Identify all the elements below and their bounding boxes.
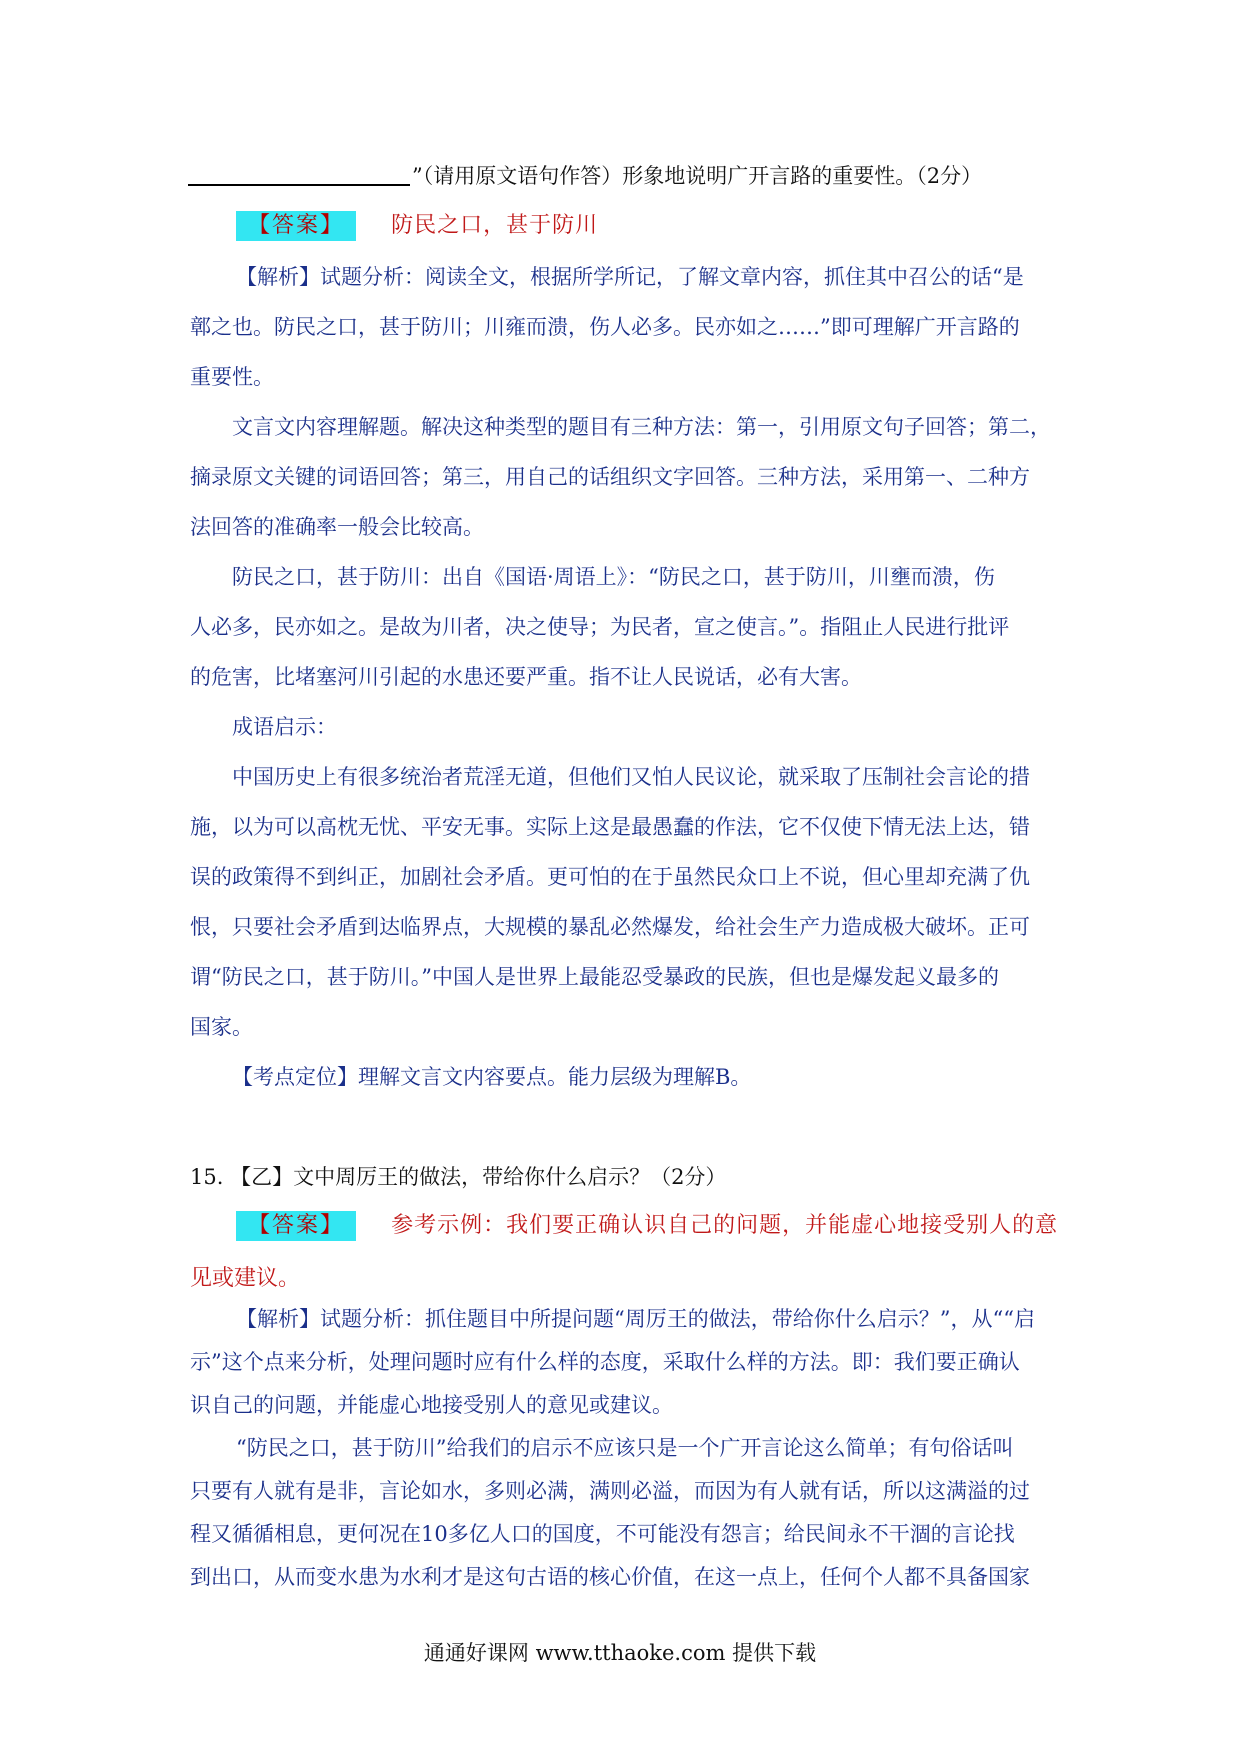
q15-extra-line: 只要有人就有是非，言论如水，多则必满，满则必溢，而因为有人就有话，所以这满溢的过 bbox=[190, 1479, 1030, 1503]
answer-blank-underline bbox=[188, 184, 410, 186]
idiom-heading: 成语启示： bbox=[232, 715, 337, 739]
q15-answer-text: 参考示例：我们要正确认识自己的问题，并能虚心地接受别人的意 bbox=[391, 1213, 1059, 1238]
idiom-line: 误的政策得不到纠正，加剧社会矛盾。更可怕的在于虽然民众口上不说，但心里却充满了仇 bbox=[190, 865, 1030, 889]
q15-extra-line: 到出口，从而变水患为水利才是这句古语的核心价值，在这一点上，任何个人都不具备国家 bbox=[190, 1565, 1030, 1589]
q15-analysis-line: 识自己的问题，并能虚心地接受别人的意见或建议。 bbox=[190, 1393, 673, 1417]
q14-answer-row bbox=[236, 208, 598, 241]
q14-answer-text: 防民之口，甚于防川 bbox=[391, 213, 599, 238]
q14-instruction: ”（请用原文语句作答）形象地说明广开言路的重要性。（2分） bbox=[412, 164, 983, 188]
q15-extra-line: 程又循循相息，更何况在10多亿人口的国度，不可能没有怨言；给民间永不干涸的言论找 bbox=[190, 1522, 1015, 1546]
answer-tag: 【答案】 bbox=[236, 1211, 356, 1241]
idiom-line: 国家。 bbox=[190, 1015, 253, 1039]
q15-answer-row bbox=[236, 1208, 1058, 1241]
idiom-line: 施，以为可以高枕无忧、平安无事。实际上这是最愚蠢的作法，它不仅使下情无法上达，错 bbox=[190, 815, 1030, 839]
q14-analysis-line: 【解析】试题分析：阅读全文，根据所学所记，了解文章内容，抓住其中召公的话“是 bbox=[236, 265, 1024, 289]
q14-analysis-line: 鄣之也。防民之口，甚于防川；川雍而溃，伤人必多。民亦如之……”即可理解广开言路的 bbox=[190, 315, 1020, 339]
answer-tag: 【答案】 bbox=[236, 211, 356, 241]
q15-answer-text-cont: 见或建议。 bbox=[190, 1266, 301, 1291]
q15-extra-line: “防民之口，甚于防川”给我们的启示不应该只是一个广开言论这么简单；有句俗话叫 bbox=[236, 1436, 1014, 1460]
page-footer: 通通好课网 www.tthaoke.com 提供下载 bbox=[423, 1641, 817, 1665]
q15-question: 15. 【乙】文中周厉王的做法，带给你什么启示？（2分） bbox=[190, 1165, 727, 1189]
idiom-line: 中国历史上有很多统治者荒淫无道，但他们又怕人民议论，就采取了压制社会言论的措 bbox=[232, 765, 1030, 789]
q14-source-line: 人必多，民亦如之。是故为川者，决之使导；为民者，宣之使言。”。指阻止人民进行批评 bbox=[190, 615, 1010, 639]
kaodian-line: 【考点定位】理解文言文内容要点。能力层级为理解B。 bbox=[232, 1065, 752, 1089]
q14-method-line: 摘录原文关键的词语回答；第三，用自己的话组织文字回答。三种方法，采用第一、二种方 bbox=[190, 465, 1030, 489]
idiom-line: 谓“防民之口，甚于防川。”中国人是世界上最能忍受暴政的民族，但也是爆发起义最多的 bbox=[190, 965, 999, 989]
q14-source-line: 的危害，比堵塞河川引起的水患还要严重。指不让人民说话，必有大害。 bbox=[190, 665, 862, 689]
q14-source-line: 防民之口，甚于防川：出自《国语·周语上》：“防民之口，甚于防川，川壅而溃，伤 bbox=[232, 565, 995, 589]
q14-method-line: 文言文内容理解题。解决这种类型的题目有三种方法：第一，引用原文句子回答；第二， bbox=[232, 415, 1051, 439]
q15-analysis-line: 示”这个点来分析，处理问题时应有什么样的态度，采取什么样的方法。即：我们要正确认 bbox=[190, 1350, 1020, 1374]
q14-method-line: 法回答的准确率一般会比较高。 bbox=[190, 515, 484, 539]
q14-analysis-line: 重要性。 bbox=[190, 365, 274, 389]
q15-analysis-line: 【解析】试题分析：抓住题目中所提问题“周厉王的做法，带给你什么启示？”，从““启 bbox=[236, 1307, 1035, 1331]
idiom-line: 恨，只要社会矛盾到达临界点，大规模的暴乱必然爆发，给社会生产力造成极大破坏。正可 bbox=[190, 915, 1030, 939]
